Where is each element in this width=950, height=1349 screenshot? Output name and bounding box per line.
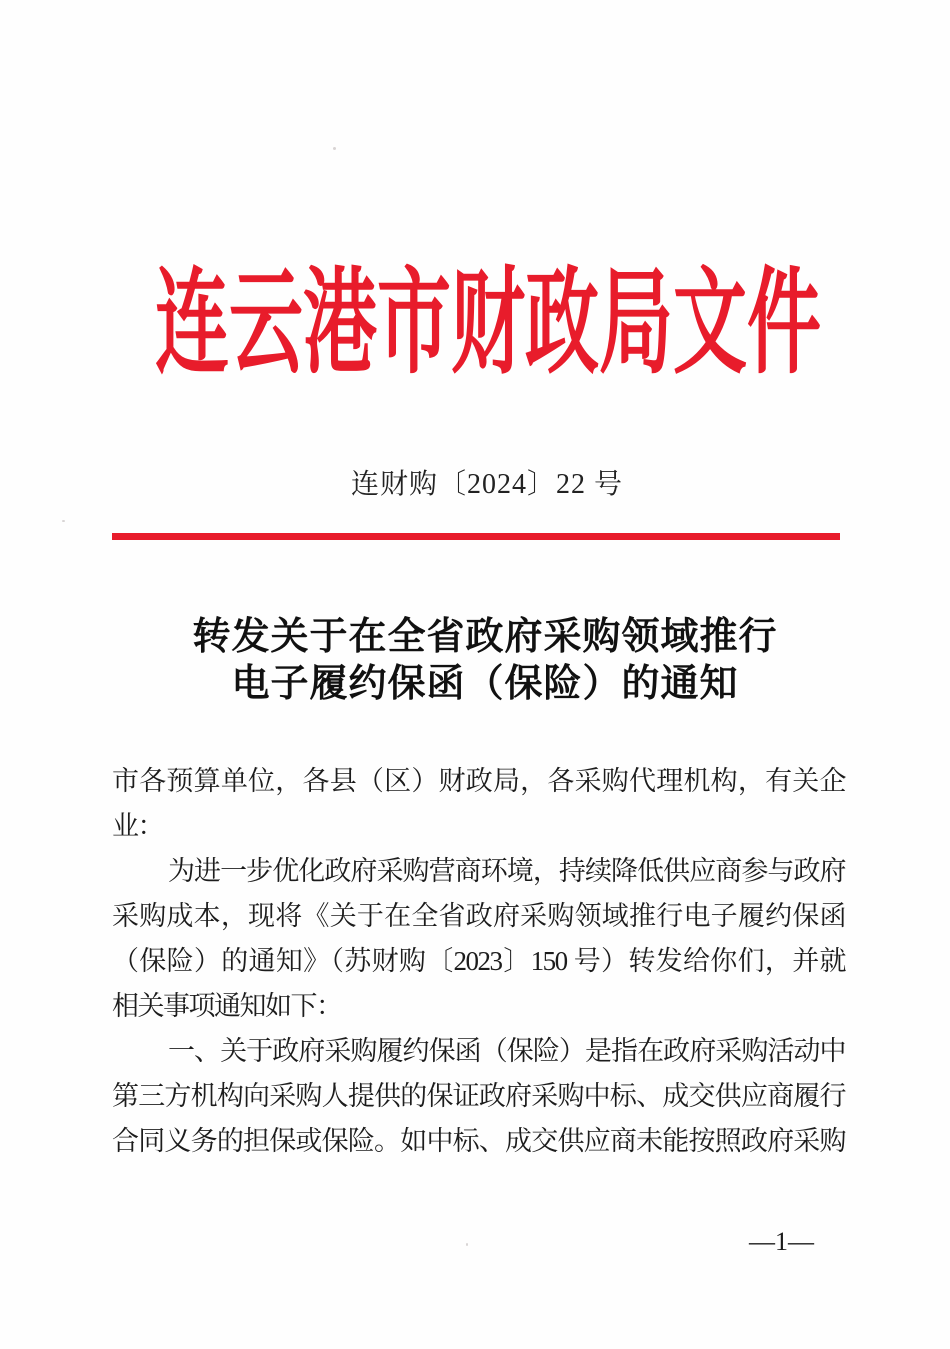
document-reference-number: 连财购〔2024〕22 号 xyxy=(350,469,623,500)
body-line-item-one: 合同义务的担保或保险。如中标、成交供应商未能按照政府采购 xyxy=(112,1126,845,1156)
body-line-paragraph1: 为进一步优化政府采购营商环境，持续降低供应商参与政府 xyxy=(168,856,845,886)
body-line-paragraph1-end: 相关事项通知如下： xyxy=(112,991,342,1021)
scan-speck xyxy=(62,520,65,522)
body-line-paragraph1: （保险）的通知》（苏财购〔2023〕150 号）转发给你们，并就 xyxy=(112,946,845,976)
body-line-item-one: 一、关于政府采购履约保函（保险）是指在政府采购活动中 xyxy=(168,1036,845,1066)
body-line-salutation: 市各预算单位，各县（区）财政局，各采购代理机构，有关企 xyxy=(112,766,845,796)
document-body xyxy=(112,759,845,1164)
page-number: —1— xyxy=(749,1227,814,1256)
scan-speck xyxy=(466,1243,468,1246)
document-title-line1: 转发关于在全省政府采购领域推行 xyxy=(192,616,778,658)
document-title-line2: 电子履约保函（保险）的通知 xyxy=(231,663,739,705)
body-line-item-one: 第三方机构向采购人提供的保证政府采购中标、成交供应商履行 xyxy=(112,1081,845,1111)
body-line-paragraph1: 采购成本，现将《关于在全省政府采购领域推行电子履约保函 xyxy=(112,901,845,931)
red-divider-line xyxy=(112,533,840,540)
scan-speck xyxy=(333,147,336,150)
letterhead-agency-title: 连云港市财政局文件 xyxy=(155,261,821,389)
document-title xyxy=(10,614,950,708)
body-line-salutation-end: 业： xyxy=(112,811,163,841)
